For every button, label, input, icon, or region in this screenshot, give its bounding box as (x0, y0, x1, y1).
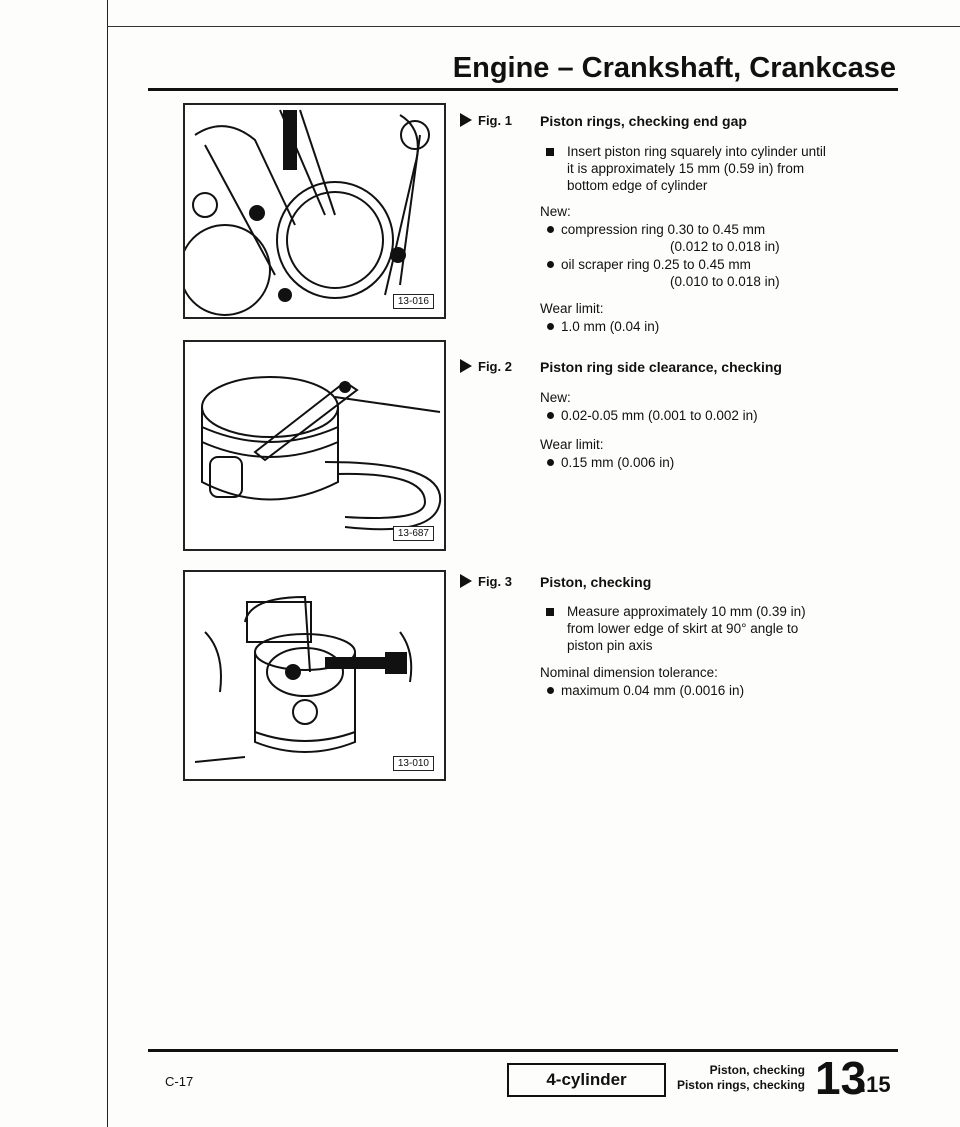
section-1-new-item-2-imperial: (0.010 to 0.018 in) (670, 274, 780, 289)
page-number: 13 (815, 1052, 867, 1104)
page-code: C-17 (165, 1074, 194, 1089)
arrow-right-icon (460, 574, 472, 588)
section-2-wear-label: Wear limit: (540, 437, 604, 452)
section-2-new-label: New: (540, 390, 571, 405)
dot-bullet-icon (547, 412, 554, 419)
figure-code: 13-687 (393, 526, 434, 541)
section-1-instruction: Insert piston ring squarely into cylinder until it is approximately 15 mm (0.59 in) from bottom edge of cylinder (567, 144, 826, 193)
page-title: Engine – Crankshaft, Crankcase (452, 52, 896, 84)
figure-code: 13-016 (393, 294, 434, 309)
square-bullet-icon (546, 608, 554, 616)
figure-1-ref: Fig. 1 (460, 113, 512, 128)
section-1-wear-label: Wear limit: (540, 301, 604, 316)
footer-ref-2: Piston rings, checking (676, 1078, 805, 1092)
section-1-new-item-2: oil scraper ring 0.25 to 0.45 mm (547, 256, 751, 273)
figure-1-illustration (183, 103, 446, 319)
dot-bullet-icon (547, 226, 554, 233)
section-3-nominal-label: Nominal dimension tolerance: (540, 665, 718, 680)
figure-code: 13-010 (393, 756, 434, 771)
section-1-new-item-1: compression ring 0.30 to 0.45 mm (547, 221, 765, 238)
section-3-nominal-item: maximum 0.04 mm (0.0016 in) (547, 682, 744, 699)
arrow-right-icon (460, 113, 472, 127)
arrow-right-icon (460, 359, 472, 373)
dot-bullet-icon (547, 459, 554, 466)
piston-feeler-gauge-drawing (185, 342, 444, 549)
figure-2-illustration (183, 340, 446, 551)
header-rule (148, 88, 898, 91)
dot-bullet-icon (547, 261, 554, 268)
footer-rule (148, 1049, 898, 1052)
dot-bullet-icon (547, 323, 554, 330)
engine-variant-badge: 4-cylinder (507, 1063, 666, 1097)
section-1-new-label: New: (540, 204, 571, 219)
figure-2-ref: Fig. 2 (460, 359, 512, 374)
section-2-new-item: 0.02-0.05 mm (0.001 to 0.002 in) (547, 407, 758, 424)
figure-3-ref: Fig. 3 (460, 574, 512, 589)
top-border-line (107, 26, 960, 27)
section-3-title: Piston, checking (540, 574, 652, 590)
micrometer-piston-drawing (185, 572, 444, 779)
left-margin-line (107, 0, 108, 1127)
dot-bullet-icon (547, 687, 554, 694)
square-bullet-icon (546, 148, 554, 156)
section-1-title: Piston rings, checking end gap (540, 113, 747, 129)
section-2-title: Piston ring side clearance, checking (540, 359, 782, 375)
figure-3-illustration (183, 570, 446, 781)
section-3-instruction: Measure approximately 10 mm (0.39 in) from lower edge of skirt at 90° angle to piston pin axis (567, 604, 806, 653)
footer-ref-1: Piston, checking (709, 1063, 805, 1077)
section-1-new-item-1-imperial: (0.012 to 0.018 in) (670, 239, 780, 254)
section-1-wear-item: 1.0 mm (0.04 in) (547, 318, 659, 335)
page-subnumber: .15 (860, 1072, 891, 1097)
section-2-wear-item: 0.15 mm (0.006 in) (547, 454, 674, 471)
cylinder-ring-gauge-drawing (185, 105, 444, 317)
